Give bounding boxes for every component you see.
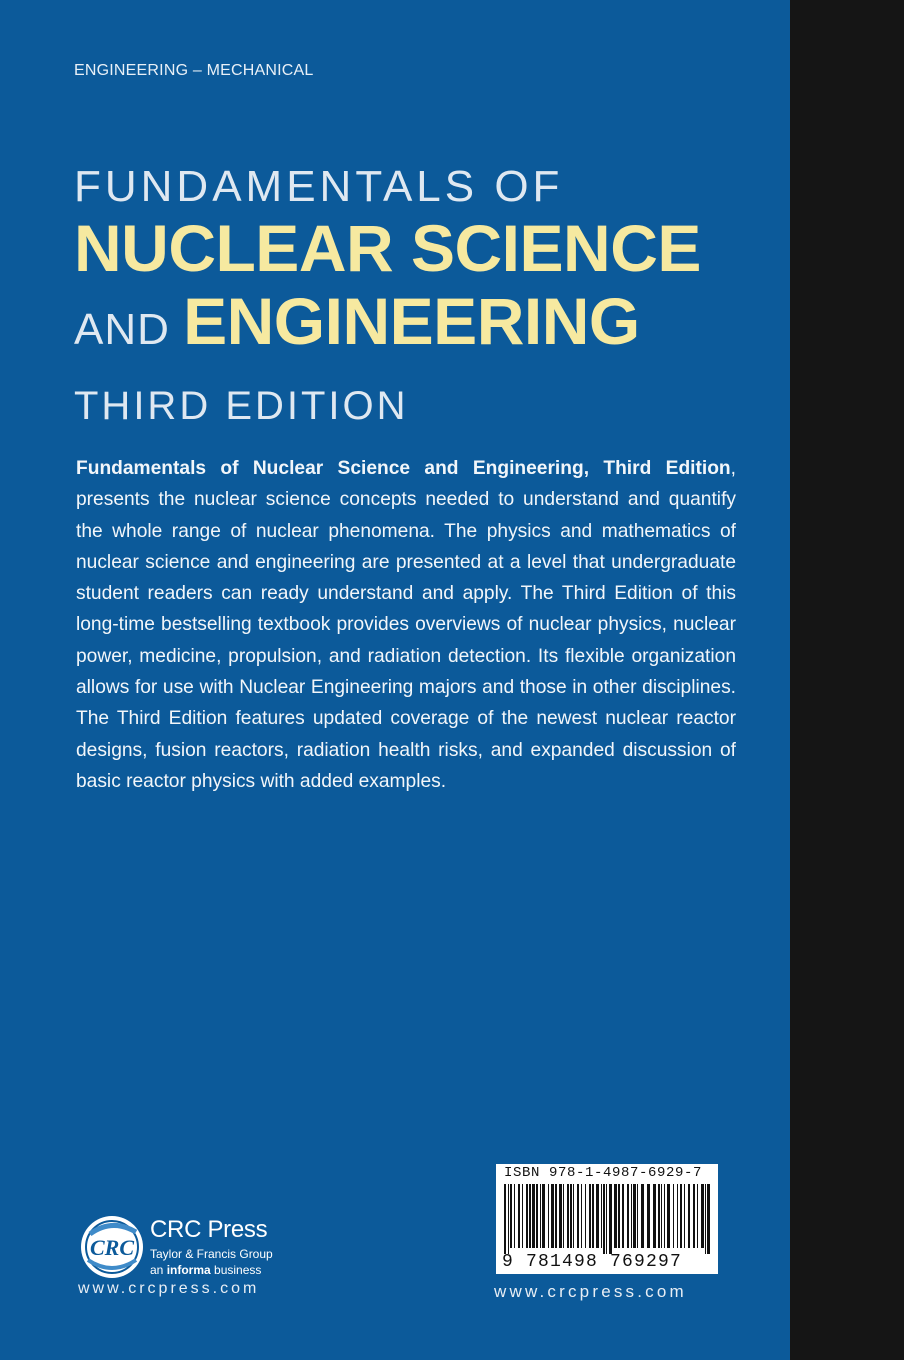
- publisher-block: [150, 1216, 273, 1278]
- barcode-bar: [555, 1184, 557, 1248]
- title-and: AND: [74, 305, 184, 354]
- barcode-bar: [529, 1184, 531, 1248]
- barcode-bar: [707, 1184, 710, 1254]
- publisher-url-left: www.crcpress.com: [78, 1280, 260, 1297]
- barcode-bar: [589, 1184, 591, 1248]
- isbn-number: ISBN 978-1-4987-6929-7: [504, 1165, 703, 1181]
- spine-edge: [790, 0, 904, 1360]
- barcode-bar: [563, 1184, 564, 1248]
- barcode-bar: [677, 1184, 678, 1248]
- barcode-bar: [508, 1184, 509, 1254]
- barcode-bar: [667, 1184, 670, 1248]
- subject-category: ENGINEERING – MECHANICAL: [74, 62, 314, 79]
- title-engineering: ENGINEERING: [183, 284, 640, 358]
- informa-suffix: business: [210, 1263, 262, 1277]
- barcode-bar: [559, 1184, 562, 1248]
- barcode-bar: [551, 1184, 554, 1248]
- publisher-informa: [150, 1262, 273, 1278]
- description-body: , presents the nuclear science concepts needed to understand and quantify the whole range of nuclear phenomena. The physics and mathematics of nuclear science and engineering are presented at a level that undergraduate student readers can ready understand and apply. The Third Edition of this long-time bestselling textbook provides overviews of nuclear physics, nuclear power, medicine, propulsion, and radiation detection. Its flexible organization allows for use with Nuclear Engineering majors and those in other disciplines. The Third Edition features updated coverage of the newest nuclear reactor designs, fusion reactors, radiation health risks, and expanded discussion of basic reactor physics with added examples.: [76, 458, 736, 792]
- barcode-bar: [622, 1184, 624, 1248]
- barcode-bar: [581, 1184, 582, 1248]
- barcode-bar: [618, 1184, 620, 1248]
- crc-logo-text: CRC: [89, 1235, 135, 1260]
- barcode-bar: [614, 1184, 617, 1248]
- barcode-bar: [705, 1184, 706, 1254]
- barcode-bar: [647, 1184, 650, 1248]
- barcode-bars-icon: [504, 1184, 710, 1254]
- informa-bold: informa: [166, 1263, 211, 1277]
- barcode-bar: [697, 1184, 698, 1248]
- barcode-bar: [688, 1184, 690, 1248]
- barcode-bar: [601, 1184, 602, 1248]
- barcode-bar: [573, 1184, 574, 1248]
- title-line-fundamentals: FUNDAMENTALS OF: [74, 162, 564, 211]
- barcode-bar: [680, 1184, 682, 1248]
- barcode-bar: [658, 1184, 660, 1248]
- informa-prefix: an: [150, 1263, 167, 1277]
- publisher-group: Taylor & Francis Group: [150, 1247, 273, 1261]
- barcode-bar: [592, 1184, 594, 1248]
- barcode-bar: [510, 1184, 512, 1248]
- book-title: [74, 162, 701, 435]
- barcode-bar: [536, 1184, 538, 1248]
- title-line-and-engineering: [74, 284, 701, 377]
- barcode-bar: [633, 1184, 636, 1248]
- barcode-bar: [684, 1184, 685, 1248]
- barcode-bar: [548, 1184, 549, 1248]
- barcode-bar: [653, 1184, 656, 1248]
- barcode-bar: [514, 1184, 515, 1248]
- barcode-bar: [661, 1184, 662, 1248]
- barcode-bar: [606, 1184, 607, 1254]
- barcode-bar: [567, 1184, 569, 1248]
- barcode-bar: [631, 1184, 632, 1248]
- barcode-bar: [664, 1184, 665, 1248]
- barcode-bar: [596, 1184, 599, 1248]
- barcode-bar: [673, 1184, 674, 1248]
- barcode-bar: [641, 1184, 644, 1248]
- barcode-bar: [577, 1184, 579, 1248]
- crc-press-logo-icon: [78, 1214, 146, 1280]
- barcode-bar: [504, 1184, 506, 1254]
- barcode-bar: [518, 1184, 520, 1248]
- publisher-url-right: www.crcpress.com: [494, 1282, 687, 1301]
- barcode-bar: [609, 1184, 612, 1254]
- ean-digits: 9 781498 769297: [502, 1252, 683, 1272]
- book-description: [76, 453, 736, 797]
- barcode-bar: [693, 1184, 695, 1248]
- barcode-bar: [532, 1184, 535, 1248]
- barcode-bar: [627, 1184, 629, 1248]
- isbn-barcode: [496, 1164, 718, 1274]
- description-book-title: Fundamentals of Nuclear Science and Engineering, Third Edition: [76, 458, 731, 479]
- barcode-bar: [603, 1184, 605, 1254]
- barcode-bar: [570, 1184, 572, 1248]
- barcode-bar: [585, 1184, 586, 1248]
- publisher-name: CRC Press: [150, 1216, 268, 1243]
- barcode-bar: [701, 1184, 704, 1248]
- barcode-bar: [526, 1184, 528, 1248]
- barcode-bar: [542, 1184, 545, 1248]
- title-line-nuclear-science: NUCLEAR SCIENCE: [74, 211, 701, 285]
- barcode-bar: [522, 1184, 523, 1248]
- barcode-bar: [637, 1184, 638, 1248]
- edition-label: THIRD EDITION: [74, 384, 409, 428]
- barcode-bar: [540, 1184, 541, 1248]
